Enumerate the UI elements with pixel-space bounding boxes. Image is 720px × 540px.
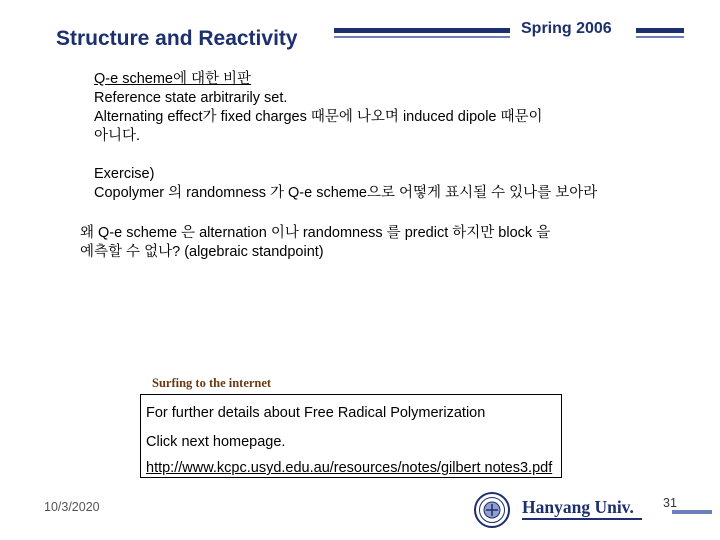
body-line: Reference state arbitrarily set. bbox=[94, 90, 288, 106]
footer-rule-right bbox=[672, 510, 712, 514]
link-section-label: Surfing to the internet bbox=[152, 376, 272, 390]
header-rule-right-thin bbox=[636, 36, 684, 38]
header-rule-left bbox=[334, 28, 510, 33]
link-box-line: Click next homepage. bbox=[146, 434, 286, 450]
exercise-text: Copolymer 의 randomness 가 Q-e scheme으로 어떻게 표시될 수 있나를 보아라 bbox=[94, 185, 598, 201]
footer-rule bbox=[522, 518, 642, 520]
exercise-label: Exercise) bbox=[94, 166, 155, 182]
slide-title: Structure and Reactivity bbox=[56, 27, 298, 50]
question-line: 왜 Q-e scheme 은 alternation 이나 randomness 를 predict 하지만 block 을 bbox=[80, 225, 551, 241]
university-seal-icon bbox=[474, 492, 510, 528]
link-box-line: For further details about Free Radical Polymerization bbox=[146, 405, 486, 421]
course-term: Spring 2006 bbox=[521, 20, 612, 37]
resource-link[interactable]: http://www.kcpc.usyd.edu.au/resources/notes/gilbert notes3.pdf bbox=[146, 460, 553, 476]
header-rule-right bbox=[636, 28, 684, 33]
body-line: Alternating effect가 fixed charges 때문에 나오며 induced dipole 때문이 bbox=[94, 109, 543, 125]
university-name: Hanyang Univ. bbox=[522, 497, 634, 517]
section-heading: Q-e scheme에 대한 비판 bbox=[94, 71, 252, 87]
question-block bbox=[80, 224, 680, 262]
page-number: 31 bbox=[663, 496, 677, 510]
question-line: 예측할 수 없나? (algebraic standpoint) bbox=[80, 244, 324, 260]
body-line: 아니다. bbox=[94, 128, 141, 144]
slide-body bbox=[94, 70, 694, 203]
header-rule-left-thin bbox=[334, 36, 510, 38]
link-box-text bbox=[146, 399, 485, 457]
slide-date: 10/3/2020 bbox=[44, 500, 100, 514]
